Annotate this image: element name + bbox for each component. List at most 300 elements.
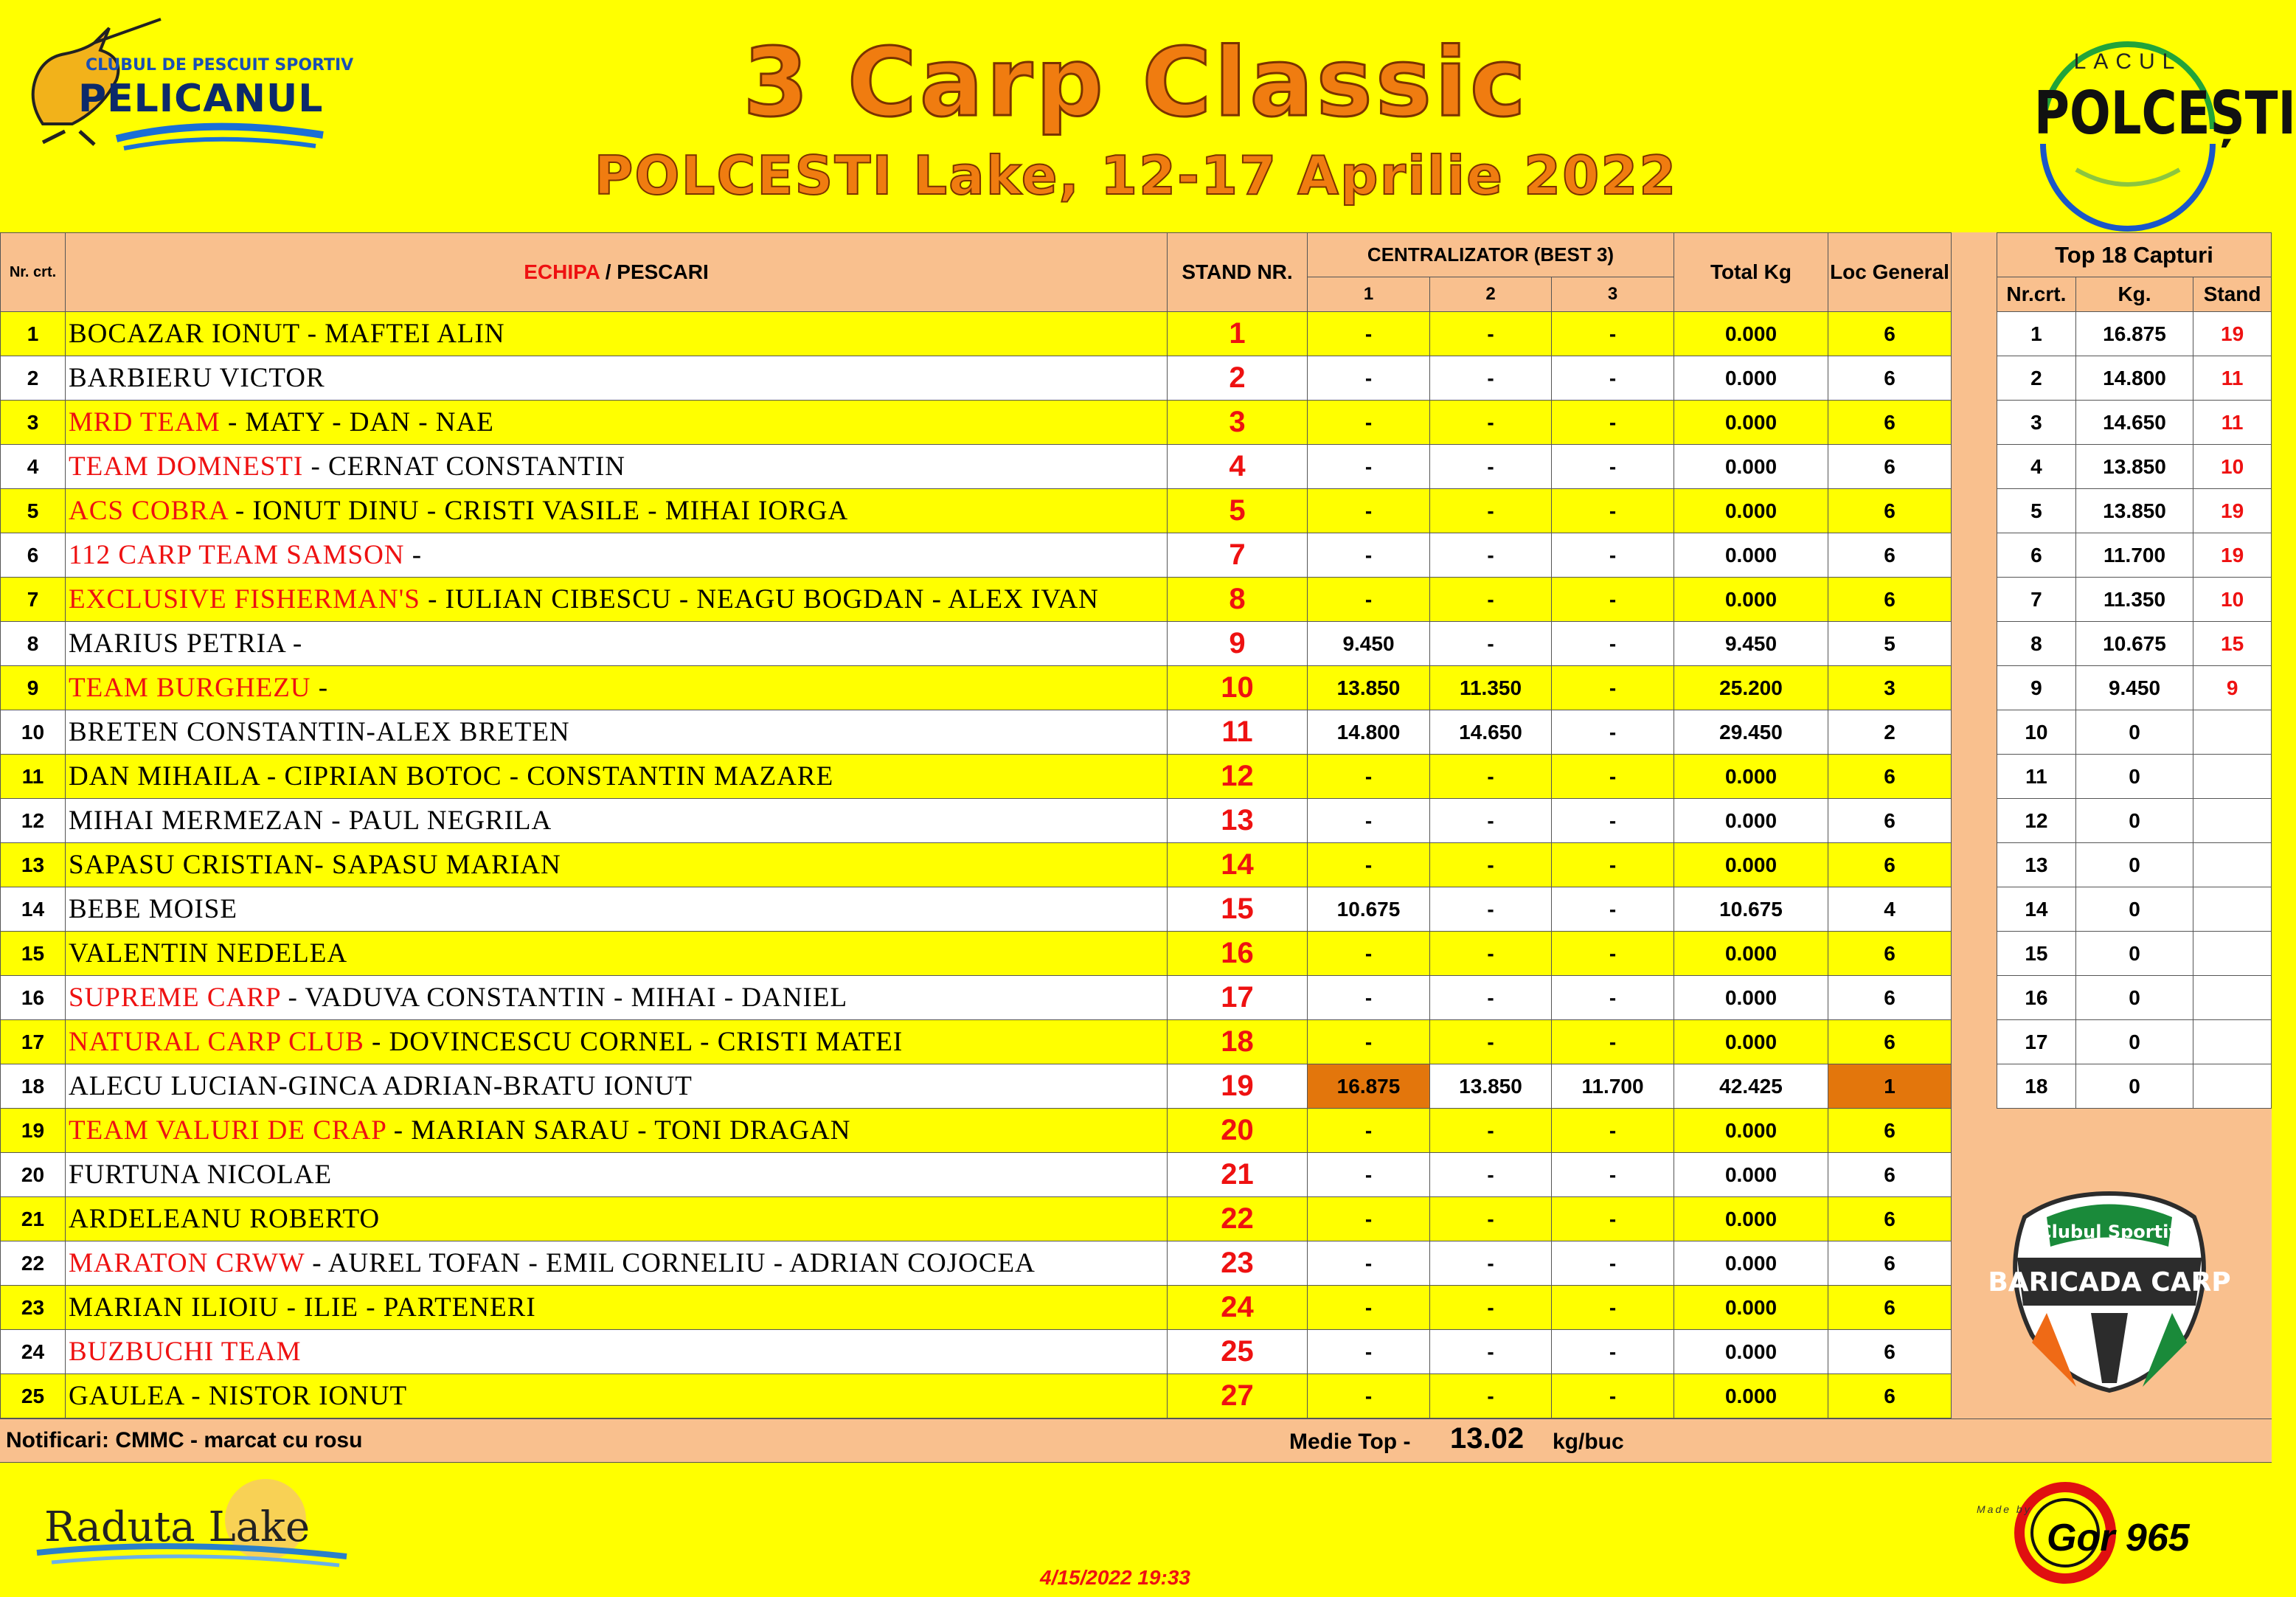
team-members: VALENTIN NEDELEA (69, 938, 348, 969)
cell-team (66, 622, 1168, 666)
cell-nr: 7 (1, 578, 66, 622)
cell-team (66, 1153, 1168, 1197)
top-cell-kg: 0 (2075, 799, 2193, 843)
medie-value: 13.02 (1450, 1422, 1525, 1455)
cell-best1: - (1308, 932, 1430, 976)
cell-best1: - (1308, 843, 1430, 887)
team-members: - IONUT DINU - CRISTI VASILE - MIHAI IORGA (227, 496, 849, 526)
cell-best1: 14.800 (1308, 710, 1430, 755)
page-title: 3 Carp Classic (743, 28, 1529, 138)
cell-loc: 6 (1828, 755, 1952, 799)
top-row (1997, 976, 2272, 1020)
table-row (1, 1286, 1952, 1330)
header-stand: STAND NR. (1168, 233, 1308, 312)
cell-team (66, 356, 1168, 401)
top-cell-stand: 9 (2193, 666, 2272, 710)
top-cell-stand: 11 (2193, 356, 2272, 401)
top-cell-nr: 9 (1997, 666, 2076, 710)
cell-team (66, 489, 1168, 533)
top-cell-stand: 10 (2193, 445, 2272, 489)
table-row (1, 843, 1952, 887)
team-name: MARATON CRWW (69, 1248, 305, 1278)
cell-best3: - (1552, 445, 1674, 489)
cell-total: 42.425 (1674, 1064, 1828, 1109)
cell-stand: 5 (1168, 489, 1308, 533)
top-row (1997, 356, 2272, 401)
top-cell-nr: 4 (1997, 445, 2076, 489)
cell-team (66, 755, 1168, 799)
top-cell-stand: 15 (2193, 622, 2272, 666)
top-cell-nr: 13 (1997, 843, 2076, 887)
cell-best3: - (1552, 887, 1674, 932)
cell-loc: 6 (1828, 843, 1952, 887)
top-cell-nr: 8 (1997, 622, 2076, 666)
team-name: MRD TEAM (69, 407, 221, 437)
top-row (1997, 401, 2272, 445)
top-cell-nr: 16 (1997, 976, 2076, 1020)
top-cell-kg: 0 (2075, 932, 2193, 976)
cell-nr: 22 (1, 1241, 66, 1286)
cell-nr: 23 (1, 1286, 66, 1330)
cell-best2: - (1430, 843, 1552, 887)
top-cell-stand (2193, 799, 2272, 843)
cell-stand: 17 (1168, 976, 1308, 1020)
header-centralizator: CENTRALIZATOR (BEST 3) (1308, 233, 1674, 277)
cell-best2: - (1430, 1153, 1552, 1197)
gor-965-logo (1977, 1475, 2242, 1586)
cell-best2: - (1430, 1109, 1552, 1153)
header-best3: 3 (1552, 277, 1674, 312)
top-cell-kg: 0 (2075, 843, 2193, 887)
top-cell-kg: 0 (2075, 755, 2193, 799)
cell-best1: - (1308, 578, 1430, 622)
top-header-kg: Kg. (2075, 277, 2193, 312)
header-best2: 2 (1430, 277, 1552, 312)
cell-best1: - (1308, 445, 1430, 489)
cell-stand: 8 (1168, 578, 1308, 622)
cell-best3: - (1552, 489, 1674, 533)
team-members: - (404, 540, 423, 570)
cell-total: 0.000 (1674, 1330, 1828, 1374)
pelicanul-club-text: CLUBUL DE PESCUIT SPORTIV (86, 56, 354, 75)
cell-team (66, 1197, 1168, 1241)
cell-team (66, 312, 1168, 356)
team-members: MARIAN ILIOIU - ILIE - PARTENERI (69, 1292, 536, 1323)
top-header-nr: Nr.crt. (1997, 277, 2076, 312)
top-cell-kg: 0 (2075, 1064, 2193, 1109)
cell-nr: 10 (1, 710, 66, 755)
cell-stand: 24 (1168, 1286, 1308, 1330)
team-members: BEBE MOISE (69, 894, 237, 924)
pelicanul-name-text: PELICANUL (78, 77, 324, 121)
top-cell-stand (2193, 1064, 2272, 1109)
cell-nr: 17 (1, 1020, 66, 1064)
cell-best3: - (1552, 976, 1674, 1020)
cell-stand: 2 (1168, 356, 1308, 401)
medie-unit: kg/buc (1553, 1430, 1624, 1454)
baricada-carp-logo (1988, 1188, 2231, 1394)
cell-loc: 6 (1828, 533, 1952, 578)
cell-loc: 6 (1828, 1374, 1952, 1418)
cell-best1: 13.850 (1308, 666, 1430, 710)
cell-team (66, 932, 1168, 976)
cell-nr: 1 (1, 312, 66, 356)
cell-best2: - (1430, 1374, 1552, 1418)
team-members: MARIUS PETRIA - (69, 628, 303, 659)
team-name: 112 CARP TEAM SAMSON (69, 540, 405, 570)
table-row (1, 1020, 1952, 1064)
cell-total: 0.000 (1674, 1153, 1828, 1197)
top-cell-kg: 0 (2075, 1020, 2193, 1064)
cell-total: 0.000 (1674, 489, 1828, 533)
cell-best3: - (1552, 1286, 1674, 1330)
team-members: FURTUNA NICOLAE (69, 1160, 333, 1190)
cell-best2: - (1430, 1330, 1552, 1374)
top-row (1997, 843, 2272, 887)
top-row (1997, 445, 2272, 489)
cell-team (66, 1374, 1168, 1418)
cell-total: 0.000 (1674, 578, 1828, 622)
cell-best2: - (1430, 1020, 1552, 1064)
cell-team (66, 1286, 1168, 1330)
header-best1: 1 (1308, 277, 1430, 312)
raduta-lake-logo (30, 1475, 354, 1571)
cell-total: 0.000 (1674, 843, 1828, 887)
cell-nr: 13 (1, 843, 66, 887)
cell-best1: - (1308, 799, 1430, 843)
cell-nr: 9 (1, 666, 66, 710)
top-cell-kg: 13.850 (2075, 489, 2193, 533)
top-cell-nr: 2 (1997, 356, 2076, 401)
top-header-stand: Stand (2193, 277, 2272, 312)
header-team-echipa: ECHIPA (524, 260, 600, 283)
header-nr: Nr. crt. (1, 233, 66, 312)
table-row (1, 533, 1952, 578)
cell-nr: 2 (1, 356, 66, 401)
cell-loc: 6 (1828, 356, 1952, 401)
top-cell-stand (2193, 976, 2272, 1020)
top-cell-kg: 11.700 (2075, 533, 2193, 578)
top-row (1997, 755, 2272, 799)
team-members: GAULEA - NISTOR IONUT (69, 1381, 408, 1411)
top-cell-stand (2193, 1020, 2272, 1064)
cell-nr: 12 (1, 799, 66, 843)
cell-team (66, 578, 1168, 622)
cell-best3: - (1552, 1330, 1674, 1374)
cell-total: 29.450 (1674, 710, 1828, 755)
top-cell-nr: 12 (1997, 799, 2076, 843)
team-members: ALECU LUCIAN-GINCA ADRIAN-BRATU IONUT (69, 1071, 693, 1101)
cell-nr: 6 (1, 533, 66, 578)
top-cell-nr: 3 (1997, 401, 2076, 445)
cell-total: 0.000 (1674, 976, 1828, 1020)
cell-stand: 9 (1168, 622, 1308, 666)
cell-total: 0.000 (1674, 356, 1828, 401)
cell-total: 25.200 (1674, 666, 1828, 710)
cell-loc: 6 (1828, 1109, 1952, 1153)
cell-stand: 21 (1168, 1153, 1308, 1197)
cell-team (66, 976, 1168, 1020)
gor-name-text: Gor 965 (2047, 1517, 2190, 1559)
cell-loc: 2 (1828, 710, 1952, 755)
cell-best2: - (1430, 932, 1552, 976)
cell-best1: - (1308, 1374, 1430, 1418)
notificari-text: Notificari: CMMC - marcat cu rosu (6, 1428, 363, 1452)
cell-loc: 6 (1828, 445, 1952, 489)
cell-best1: 9.450 (1308, 622, 1430, 666)
table-row (1, 932, 1952, 976)
cell-team (66, 799, 1168, 843)
cell-best3: - (1552, 1020, 1674, 1064)
cell-best2: - (1430, 489, 1552, 533)
cell-stand: 12 (1168, 755, 1308, 799)
cell-team (66, 666, 1168, 710)
cell-nr: 11 (1, 755, 66, 799)
top-cell-stand: 19 (2193, 489, 2272, 533)
cell-total: 0.000 (1674, 533, 1828, 578)
cell-best1: - (1308, 533, 1430, 578)
table-row (1, 1330, 1952, 1374)
cell-best2: - (1430, 578, 1552, 622)
cell-best1: - (1308, 1330, 1430, 1374)
cell-loc: 6 (1828, 1286, 1952, 1330)
cell-stand: 20 (1168, 1109, 1308, 1153)
team-members: ARDELEANU ROBERTO (69, 1204, 381, 1234)
standings-table (0, 232, 1952, 1418)
cell-best2: - (1430, 401, 1552, 445)
header-team (66, 233, 1168, 312)
cell-team (66, 1064, 1168, 1109)
table-row (1, 799, 1952, 843)
team-name: BUZBUCHI TEAM (69, 1337, 302, 1367)
table-row (1, 445, 1952, 489)
cell-loc: 5 (1828, 622, 1952, 666)
team-name: SUPREME CARP (69, 983, 281, 1013)
baricada-line1: Clubul Sportiv (2039, 1222, 2180, 1242)
cell-total: 0.000 (1674, 755, 1828, 799)
cell-nr: 21 (1, 1197, 66, 1241)
cell-best2: 13.850 (1430, 1064, 1552, 1109)
cell-best2: - (1430, 356, 1552, 401)
cell-best1: - (1308, 976, 1430, 1020)
cell-loc: 4 (1828, 887, 1952, 932)
cell-best3: - (1552, 1241, 1674, 1286)
cell-best3: - (1552, 578, 1674, 622)
cell-stand: 3 (1168, 401, 1308, 445)
cell-nr: 24 (1, 1330, 66, 1374)
cell-total: 0.000 (1674, 312, 1828, 356)
top-row (1997, 666, 2272, 710)
cell-loc: 6 (1828, 1197, 1952, 1241)
header (0, 0, 2296, 232)
cell-best2: - (1430, 799, 1552, 843)
cell-team (66, 445, 1168, 489)
cell-best1: - (1308, 1197, 1430, 1241)
cell-best3: - (1552, 932, 1674, 976)
cell-best1: - (1308, 755, 1430, 799)
cell-loc: 6 (1828, 312, 1952, 356)
cell-loc: 6 (1828, 489, 1952, 533)
cell-best3: - (1552, 533, 1674, 578)
top-captures-title: Top 18 Capturi (1997, 233, 2272, 277)
team-members: SAPASU CRISTIAN- SAPASU MARIAN (69, 850, 561, 880)
cell-best3: - (1552, 843, 1674, 887)
page-subtitle: POLCESTI Lake, 12-17 Aprilie 2022 (594, 145, 1678, 207)
top-cell-kg: 14.800 (2075, 356, 2193, 401)
top-cell-stand: 11 (2193, 401, 2272, 445)
cell-total: 0.000 (1674, 1286, 1828, 1330)
cell-best2: - (1430, 755, 1552, 799)
table-row (1, 489, 1952, 533)
top-cell-kg: 11.350 (2075, 578, 2193, 622)
top-cell-nr: 15 (1997, 932, 2076, 976)
top-row (1997, 1064, 2272, 1109)
cell-stand: 16 (1168, 932, 1308, 976)
cell-loc: 6 (1828, 976, 1952, 1020)
table-row (1, 710, 1952, 755)
cell-team (66, 710, 1168, 755)
top-cell-kg: 0 (2075, 976, 2193, 1020)
cell-stand: 23 (1168, 1241, 1308, 1286)
polcesti-name-text: POLCEȘTI (2033, 79, 2296, 148)
cell-loc: 1 (1828, 1064, 1952, 1109)
cell-nr: 4 (1, 445, 66, 489)
cell-team (66, 401, 1168, 445)
top-cell-stand: 10 (2193, 578, 2272, 622)
top-cell-nr: 1 (1997, 312, 2076, 356)
top-cell-kg: 14.650 (2075, 401, 2193, 445)
cell-loc: 6 (1828, 578, 1952, 622)
cell-total: 10.675 (1674, 887, 1828, 932)
baricada-line2: BARICADA CARP (1988, 1267, 2231, 1298)
cell-total: 0.000 (1674, 1020, 1828, 1064)
cell-stand: 14 (1168, 843, 1308, 887)
cell-best1: - (1308, 1241, 1430, 1286)
cell-team (66, 1330, 1168, 1374)
cell-total: 0.000 (1674, 1241, 1828, 1286)
team-name: ACS COBRA (69, 496, 228, 526)
cell-best1: 16.875 (1308, 1064, 1430, 1109)
table-row (1, 887, 1952, 932)
top-row (1997, 622, 2272, 666)
top-row (1997, 312, 2272, 356)
cell-best3: - (1552, 356, 1674, 401)
cell-loc: 6 (1828, 401, 1952, 445)
cell-nr: 25 (1, 1374, 66, 1418)
table-row (1, 666, 1952, 710)
cell-best3: - (1552, 312, 1674, 356)
cell-nr: 14 (1, 887, 66, 932)
cell-stand: 25 (1168, 1330, 1308, 1374)
cell-loc: 6 (1828, 1153, 1952, 1197)
team-members: BARBIERU VICTOR (69, 363, 325, 393)
cell-best2: - (1430, 976, 1552, 1020)
team-name: TEAM DOMNESTI (69, 451, 304, 482)
top-cell-nr: 18 (1997, 1064, 2076, 1109)
cell-stand: 10 (1168, 666, 1308, 710)
top-row (1997, 578, 2272, 622)
team-name: NATURAL CARP CLUB (69, 1027, 364, 1057)
cell-stand: 27 (1168, 1374, 1308, 1418)
table-row (1, 1374, 1952, 1418)
cell-nr: 18 (1, 1064, 66, 1109)
cell-best1: - (1308, 1109, 1430, 1153)
top-row (1997, 1020, 2272, 1064)
top-row (1997, 489, 2272, 533)
cell-total: 0.000 (1674, 1374, 1828, 1418)
cell-total: 0.000 (1674, 1197, 1828, 1241)
cell-stand: 13 (1168, 799, 1308, 843)
top-cell-nr: 14 (1997, 887, 2076, 932)
team-members: - IULIAN CIBESCU - NEAGU BOGDAN - ALEX IVAN (420, 584, 1099, 614)
top-row (1997, 932, 2272, 976)
cell-best1: - (1308, 312, 1430, 356)
top-cell-nr: 5 (1997, 489, 2076, 533)
table-row (1, 356, 1952, 401)
team-members: - (311, 673, 329, 703)
top-row (1997, 887, 2272, 932)
cell-best2: - (1430, 1197, 1552, 1241)
cell-best2: - (1430, 887, 1552, 932)
cell-best3: - (1552, 755, 1674, 799)
cell-stand: 19 (1168, 1064, 1308, 1109)
cell-nr: 19 (1, 1109, 66, 1153)
top-cell-kg: 16.875 (2075, 312, 2193, 356)
team-name: TEAM BURGHEZU (69, 673, 311, 703)
cell-loc: 3 (1828, 666, 1952, 710)
raduta-lake-text: Raduta Lake (44, 1503, 311, 1551)
team-members: - AUREL TOFAN - EMIL CORNELIU - ADRIAN COJOCEA (305, 1248, 1036, 1278)
top-row (1997, 799, 2272, 843)
cell-best1: - (1308, 1286, 1430, 1330)
cell-best3: - (1552, 1109, 1674, 1153)
top-captures-table (1997, 232, 2272, 1109)
cell-best3: - (1552, 1374, 1674, 1418)
cell-best3: - (1552, 710, 1674, 755)
team-members: - VADUVA CONSTANTIN - MIHAI - DANIEL (280, 983, 848, 1013)
cell-best1: - (1308, 401, 1430, 445)
cell-stand: 11 (1168, 710, 1308, 755)
cell-best2: - (1430, 1286, 1552, 1330)
top-row (1997, 710, 2272, 755)
right-panel-gap (1951, 232, 1997, 1418)
table-row (1, 401, 1952, 445)
header-team-sep: / (599, 260, 617, 283)
cell-total: 0.000 (1674, 1109, 1828, 1153)
cell-nr: 16 (1, 976, 66, 1020)
top-cell-kg: 0 (2075, 887, 2193, 932)
top-cell-nr: 6 (1997, 533, 2076, 578)
cell-best2: 14.650 (1430, 710, 1552, 755)
team-members: BRETEN CONSTANTIN-ALEX BRETEN (69, 717, 570, 747)
cell-loc: 6 (1828, 1330, 1952, 1374)
cell-total: 0.000 (1674, 445, 1828, 489)
cell-stand: 22 (1168, 1197, 1308, 1241)
header-team-pescari: PESCARI (617, 260, 709, 283)
table-row (1, 1241, 1952, 1286)
top-cell-stand (2193, 755, 2272, 799)
cell-nr: 5 (1, 489, 66, 533)
top-cell-kg: 0 (2075, 710, 2193, 755)
team-members: DAN MIHAILA - CIPRIAN BOTOC - CONSTANTIN MAZARE (69, 761, 834, 791)
top-cell-nr: 7 (1997, 578, 2076, 622)
team-members: - MARIAN SARAU - TONI DRAGAN (386, 1115, 851, 1146)
table-row (1, 312, 1952, 356)
team-members: - MATY - DAN - NAE (220, 407, 494, 437)
header-total: Total Kg (1674, 233, 1828, 312)
cell-total: 0.000 (1674, 401, 1828, 445)
cell-best3: - (1552, 1153, 1674, 1197)
